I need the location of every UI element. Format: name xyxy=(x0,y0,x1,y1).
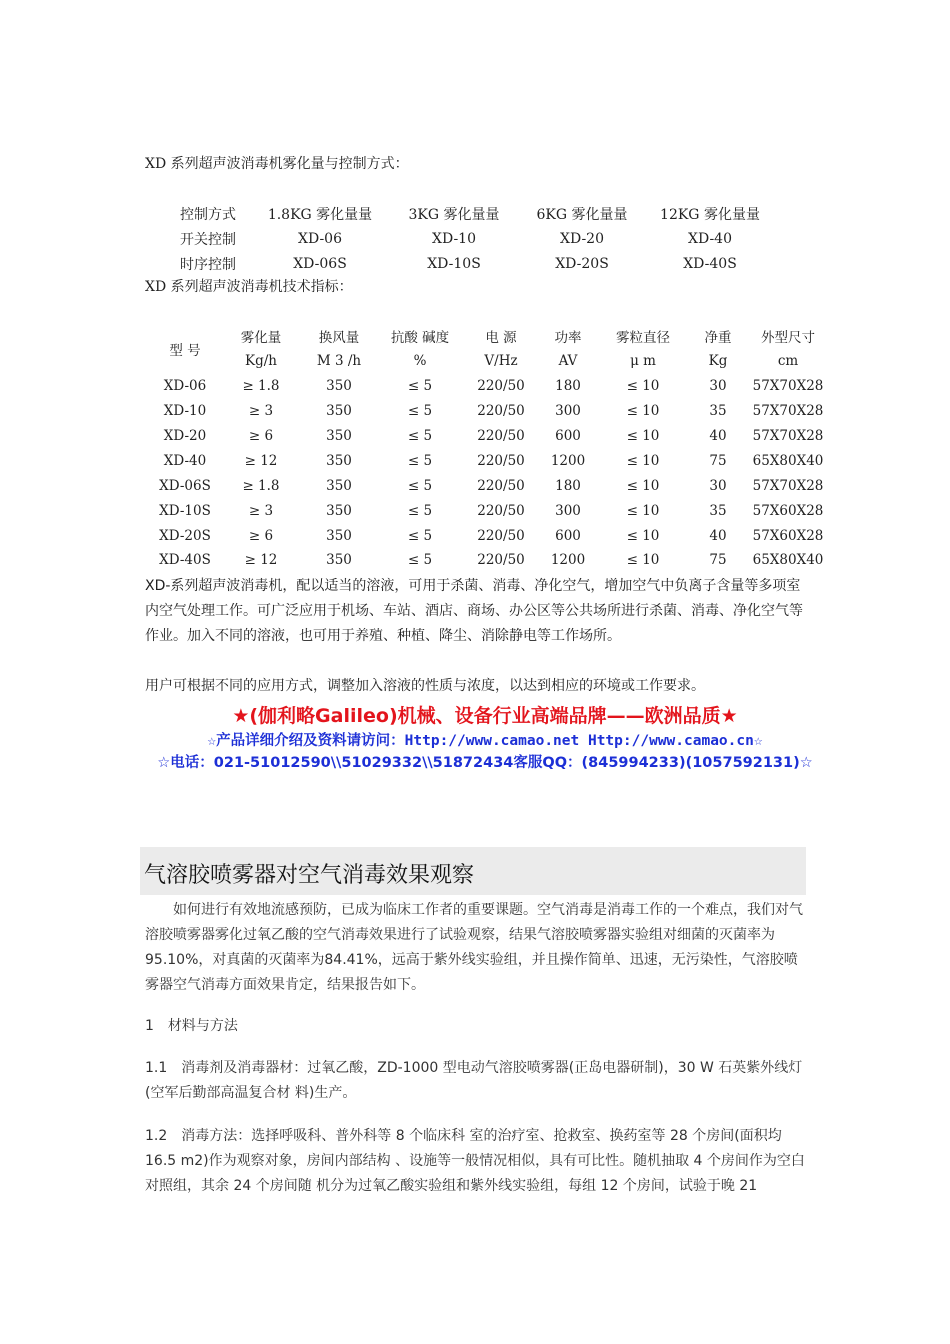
table-row xyxy=(145,523,833,548)
section2-title: XD 系列超声波消毒机技术指标： xyxy=(145,279,353,295)
table-cell: ≤ 5 xyxy=(407,502,433,519)
table-header-cell: 功率 xyxy=(554,330,582,347)
section-heading-1: 1 材料与方法 xyxy=(145,1018,238,1034)
brand-banner-website[interactable]: ☆产品详细介绍及资料请访问：Http://www.camao.net Http://www.camao.cn☆ xyxy=(207,733,763,749)
table-header-cell: AV xyxy=(558,353,578,370)
table-cell: XD-10S xyxy=(427,255,481,272)
table-cell: 350 xyxy=(326,502,352,519)
section1-title: XD 系列超声波消毒机雾化量与控制方式： xyxy=(145,156,409,172)
table-header-cell: 电 源 xyxy=(485,330,517,347)
table-header-cell: 换风量 xyxy=(318,330,360,347)
table-cell: 57X70X28 xyxy=(752,428,824,444)
table-cell: 30 xyxy=(709,477,727,494)
table-cell: 1200 xyxy=(550,452,586,469)
table-row xyxy=(145,448,833,473)
table-cell: ≤ 10 xyxy=(626,378,660,395)
table-header-cell: 雾粒直径 xyxy=(616,330,670,347)
table-row xyxy=(145,399,833,424)
table-cell: ≤ 10 xyxy=(626,403,660,420)
table-cell: 350 xyxy=(326,477,352,494)
table-cell: XD-06 xyxy=(163,378,207,395)
section-1-1: 1.1 消毒剂及消毒器材：过氧乙酸，ZD-1000 型电动气溶胶喷雾器(正岛电器研制)，30 W 石英紫外线灯(空军后勤部高温复合材 料)生产。 xyxy=(145,1060,803,1101)
table-cell: ≤ 5 xyxy=(407,403,433,420)
table-row xyxy=(145,424,833,449)
table-cell: 600 xyxy=(555,428,581,444)
table-cell: ≤ 10 xyxy=(626,428,660,444)
table-cell: 350 xyxy=(326,527,352,544)
table-cell: XD-10S xyxy=(159,502,211,519)
table-cell: ≥ 12 xyxy=(244,552,278,569)
table-cell: 600 xyxy=(555,527,581,544)
brand-banner-title: ★(伽利略Galileo)机械、设备行业高端品牌——欧洲品质★ xyxy=(232,705,738,727)
table-cell: XD-10 xyxy=(163,403,207,420)
table-cell: 35 xyxy=(709,403,727,420)
table-row xyxy=(145,473,833,498)
table-cell: 开关控制 xyxy=(180,231,236,248)
table-row xyxy=(168,251,772,276)
table-cell: ≤ 5 xyxy=(407,378,433,395)
table-header-cell: Kg xyxy=(708,353,728,370)
table-row xyxy=(168,226,772,251)
table-cell: 12KG 雾化量量 xyxy=(660,206,760,223)
table-cell: XD-20S xyxy=(555,255,609,272)
table-cell: ≤ 10 xyxy=(626,527,660,544)
table-cell: ≥ 6 xyxy=(248,428,274,444)
table-row xyxy=(145,548,833,573)
table-cell: XD-20S xyxy=(159,527,211,544)
table-cell: ≥ 3 xyxy=(248,403,274,420)
table-cell: ≤ 5 xyxy=(407,452,433,469)
table-cell: XD-06S xyxy=(159,477,211,494)
table-cell: 57X60X28 xyxy=(752,527,824,544)
table-cell: 1200 xyxy=(550,552,586,569)
table-cell: XD-40S xyxy=(159,552,211,569)
description-paragraph: XD-系列超声波消毒机，配以适当的溶液，可用于杀菌、消毒、净化空气，增加空气中负离子含量等多项室内空气处理工作。可广泛应用于机场、车站、酒店、商场、办公区等公共场所进行杀菌、消毒、净化空气等作业。加入不同的溶液，也可用于养殖、种植、降尘、消除静电等工作场所。 xyxy=(145,578,803,644)
table-cell: ≤ 5 xyxy=(407,428,433,444)
table-cell: 57X70X28 xyxy=(752,403,824,420)
table-cell: 350 xyxy=(326,378,352,395)
table-cell: 57X70X28 xyxy=(752,477,824,494)
table-cell: 6KG 雾化量量 xyxy=(536,206,628,223)
table-row xyxy=(145,498,833,523)
article-heading-box xyxy=(140,847,806,895)
table-cell: 3KG 雾化量量 xyxy=(408,206,500,223)
table-header-cell: 净重 xyxy=(704,330,732,347)
table-cell: XD-40 xyxy=(163,452,207,469)
table-header-cell: M 3 /h xyxy=(316,353,362,370)
table-cell: 220/50 xyxy=(477,552,525,569)
section-1-2: 1.2 消毒方法：选择呼吸科、普外科等 8 个临床科 室的治疗室、抢救室、换药室等 28 个房间(面积均 16.5 m2)作为观察对象，房间内部结构 、设施等一般情况相似，具有可比性。随机抽取 4 个房间作为空白对照组，其余 24 个房间随 机分为过氧乙酸实验组和紫外线实验组，每组 12 个房间，试验于晚 21 xyxy=(145,1128,805,1194)
table-cell: 180 xyxy=(555,477,581,494)
table-cell: 350 xyxy=(326,552,352,569)
table-cell: 220/50 xyxy=(477,527,525,544)
table-cell: ≤ 10 xyxy=(626,452,660,469)
table-cell: 350 xyxy=(326,452,352,469)
table-cell: 180 xyxy=(555,378,581,395)
table-header-cell: Kg/h xyxy=(245,353,277,370)
table-cell: 220/50 xyxy=(477,403,525,420)
table-cell: XD-40S xyxy=(683,255,737,272)
table-header-row xyxy=(145,349,833,374)
table-cell: 1.8KG 雾化量量 xyxy=(267,206,373,223)
table-cell: ≤ 10 xyxy=(626,502,660,519)
table-cell: 75 xyxy=(709,552,727,569)
table-header-cell: 型 号 xyxy=(169,342,201,359)
table-cell: XD-20 xyxy=(560,230,604,247)
table-cell: XD-10 xyxy=(432,230,476,247)
table-header-cell: 外型尺寸 xyxy=(761,330,815,347)
article-title: 气溶胶喷雾器对空气消毒效果观察 xyxy=(144,863,475,888)
table-header-row xyxy=(145,324,833,349)
spec-table-body xyxy=(145,374,833,573)
table-cell: 35 xyxy=(709,502,727,519)
table-cell: XD-20 xyxy=(163,428,207,444)
table-cell: 30 xyxy=(709,378,727,395)
table-cell: 40 xyxy=(709,527,727,544)
table-cell: XD-40 xyxy=(688,230,732,247)
table-header-cell: % xyxy=(413,353,427,370)
table-cell: XD-06S xyxy=(293,255,347,272)
table-cell: 220/50 xyxy=(477,378,525,395)
spec-table xyxy=(145,324,833,573)
table-cell: ≤ 10 xyxy=(626,552,660,569)
table-header-cell: cm xyxy=(777,353,799,370)
table-cell: XD-06 xyxy=(298,230,342,247)
table-cell: 300 xyxy=(555,403,581,420)
table-cell: 65X80X40 xyxy=(752,552,824,569)
table-cell: 57X70X28 xyxy=(752,378,824,395)
table-cell: 65X80X40 xyxy=(752,452,824,469)
table-cell: 350 xyxy=(326,403,352,420)
table-cell: 40 xyxy=(709,428,727,444)
description-note: 用户可根据不同的应用方式，调整加入溶液的性质与浓度，以达到相应的环境或工作要求。 xyxy=(145,678,705,694)
table-header-cell: 雾化量 xyxy=(240,330,282,347)
table-row xyxy=(145,374,833,399)
table-cell: 220/50 xyxy=(477,428,525,444)
table-header-cell: μ m xyxy=(630,353,656,370)
table-cell: 300 xyxy=(555,502,581,519)
table-row xyxy=(168,201,772,226)
table-cell: 时序控制 xyxy=(180,256,236,273)
table-header-cell: V/Hz xyxy=(484,353,518,370)
table-cell: ≤ 5 xyxy=(407,552,433,569)
control-table xyxy=(168,201,772,276)
table-cell: ≥ 1.8 xyxy=(242,378,280,395)
table-cell: 控制方式 xyxy=(180,206,236,223)
table-cell: 220/50 xyxy=(477,452,525,469)
table-cell: 57X60X28 xyxy=(752,502,824,519)
table-cell: 220/50 xyxy=(477,477,525,494)
brand-banner-contact: ☆电话：021-51012590\\51029332\\51872434客服QQ：(845994233)(1057592131)☆ xyxy=(157,755,813,771)
table-cell: ≤ 5 xyxy=(407,477,433,494)
table-cell: 350 xyxy=(326,428,352,444)
table-cell: ≥ 1.8 xyxy=(242,477,280,494)
table-header-cell: 抗酸 碱度 xyxy=(390,330,450,347)
table-cell: ≥ 12 xyxy=(244,452,278,469)
table-cell: 75 xyxy=(709,452,727,469)
table-cell: 220/50 xyxy=(477,502,525,519)
article-intro: 如何进行有效地流感预防，已成为临床工作者的重要课题。空气消毒是消毒工作的一个难点，我们对气溶胶喷雾器雾化过氧乙酸的空气消毒效果进行了试验观察，结果气溶胶喷雾器实验组对细菌的灭菌率为95.10%，对真菌的灭菌率为84.41%，远高于紫外线实验组，并且操作简单、迅速，无污染性，气溶胶喷雾器空气消毒方面效果肯定，结果报告如下。 xyxy=(145,902,803,993)
table-cell: ≤ 10 xyxy=(626,477,660,494)
table-cell: ≥ 6 xyxy=(248,527,274,544)
table-cell: ≤ 5 xyxy=(407,527,433,544)
table-cell: ≥ 3 xyxy=(248,502,274,519)
